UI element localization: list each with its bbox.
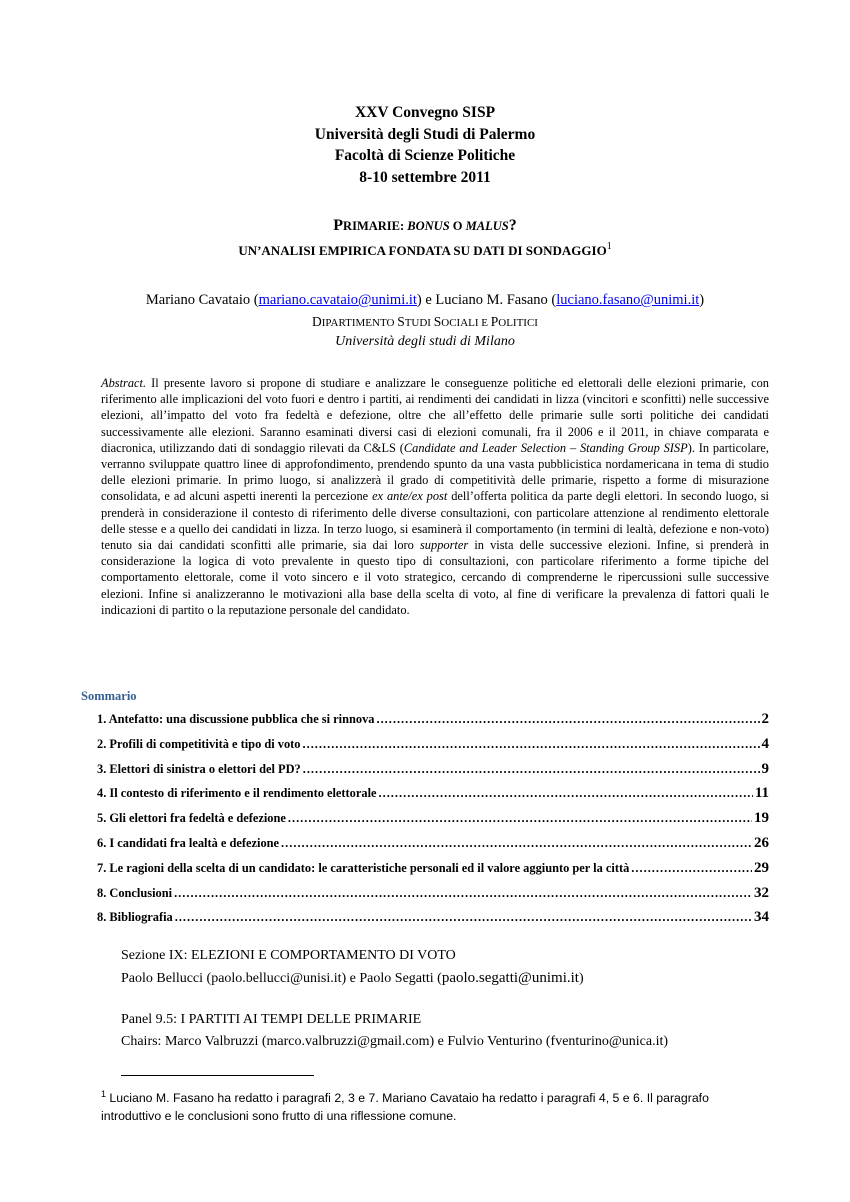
section-info: [121, 945, 584, 990]
conference-name: XXV Convegno SISP: [354, 104, 496, 121]
toc-entry[interactable]: 2. Profili di competitività e tipo di voto ..... 4: [97, 736, 769, 761]
toc-entry[interactable]: 1. Antefatto: una discussione pubblica che si rinnova ..... 2: [97, 711, 769, 736]
email-link-cavataio[interactable]: mariano.cavataio@unimi.it: [258, 292, 417, 308]
toc-entry[interactable]: 4. Il contesto di riferimento e il rendimento elettorale ..... 11: [97, 785, 769, 810]
footnote-divider: [121, 1075, 314, 1076]
toc-entry[interactable]: 7. Le ragioni della scelta di un candidato: le caratteristiche personali ed il valore aggiunto per la città ..... 29: [97, 860, 769, 885]
toc-entry[interactable]: 3. Elettori di sinistra o elettori del PD? ..... 9: [97, 761, 769, 786]
department-name: DIPARTIMENTO STUDI SOCIALI E POLITICI: [312, 314, 538, 329]
abstract-label: Abstract.: [101, 376, 147, 390]
panel-chairs: Chairs: Marco Valbruzzi (marco.valbruzzi@gmail.com) e Fulvio Venturino (fventurino@unica.it): [121, 1034, 669, 1049]
toc-entry[interactable]: 8. Bibliografia ..... 34: [97, 909, 769, 934]
panel-info: [121, 1009, 668, 1053]
footnote: $^1$ Luciano M. Fasano ha redatto i paragrafi 2, 3 e 7. Mariano Cavataio ha redatto i paragrafi 4, 5 e 6. Il paragrafo introduttivo e le conclusioni sono frutto di una riflessione comune.: [101, 1089, 709, 1123]
faculty-name: Facoltà di Scienze Politiche: [334, 147, 516, 164]
section-title: Sezione IX: ELEZIONI E COMPORTAMENTO DI VOTO: [121, 948, 456, 963]
footnote-ref[interactable]: 1: [606, 241, 612, 252]
paper-title: PRIMARIE: BONUS O MALUS?: [333, 217, 517, 234]
email-link-fasano[interactable]: luciano.fasano@unimi.it: [556, 292, 700, 308]
table-of-contents: [97, 711, 769, 934]
conference-date: 8-10 settembre 2011: [359, 168, 491, 186]
toc-heading: Sommario: [81, 689, 137, 703]
paper-subtitle: UN’ANALISI EMPIRICA FONDATA SU DATI DI SONDAGGIO$^1$: [238, 241, 612, 258]
panel-title: Panel 9.5: I PARTITI AI TEMPI DELLE PRIMARIE: [121, 1012, 422, 1027]
toc-entry[interactable]: 5. Gli elettori fra fedeltà e defezione ..... 19: [97, 810, 769, 835]
section-coordinators: Paolo Bellucci (paolo.bellucci@unisi.it) e Paolo Segatti (paolo.segatti@unimi.it): [121, 970, 584, 986]
university-name: Università degli Studi di Palermo: [314, 125, 536, 143]
toc-entry[interactable]: 8. Conclusioni ..... 32: [97, 885, 769, 910]
author-university: Università degli studi di Milano: [335, 334, 515, 349]
conference-header: [0, 102, 850, 188]
authors-line: Mariano Cavataio (mariano.cavataio@unimi.it) e Luciano M. Fasano (luciano.fasano@unimi.it): [145, 292, 705, 308]
toc-entry[interactable]: 6. I candidati fra lealtà e defezione ..... 26: [97, 835, 769, 860]
abstract-paragraph: Abstract. Il presente lavoro si propone di studiare e analizzare le conseguenze politiche ed elettorali delle elezioni primarie, con riferimento alle implicazioni del voto fuori e dentro i partiti, ai rendimenti dei candidati in lizza (vincitori e sconfitti) nelle successive elezioni, all’impatto del voto fra fedeltà e defezione, oltre che all’effetto delle primarie sulle sorti politiche dei candidati successivamente alle elezioni. Saranno esaminati diversi casi di elezioni comunali, fra il 2006 e il 2011, in chiave comparata e diacronica, utilizzando dati di sondaggio rilevati da C&LS (Candidate and Leader Selection – Standing Group SISP). In particolare, verranno sviluppate quattro linee di approfondimento, prendendo spunto da una vasta pubblicistica nordamericana in tema di studio delle elezioni primarie. In primo luogo, si analizzerà il grado di competitività delle primarie, rispetto a forme di misurazione consolidata, e ad alcuni aspetti inerenti la percezione ex ante/ex post dell’offerta politica da parte degli elettori. In secondo luogo, si prenderà in considerazione il contesto di riferimento delle diverse consultazioni, con particolare attenzione al rendimento elettorale delle stesse e a quello dei candidati in lizza. In terzo luogo, si esaminerà il comportamento (in termini di lealtà, defezione e non-voto) tenuto sia dai candidati sconfitti alle primarie, sia dai loro supporter in vista delle successive elezioni. Infine, si prenderà in considerazione la logica di voto prevalente in questo tipo di consultazioni, con particolare riferimento a forme tipiche del comportamento elettorale, come il voto sincero e il voto strategico, cercando di comprenderne le ripercussioni sulle successive elezioni. Infine si analizzeranno le motivazioni alla base della scelta di voto, al fine di verificare la prevalenza di fattori quali le indicazioni di partito o la reputazione personale del candidato.: [101, 376, 769, 617]
